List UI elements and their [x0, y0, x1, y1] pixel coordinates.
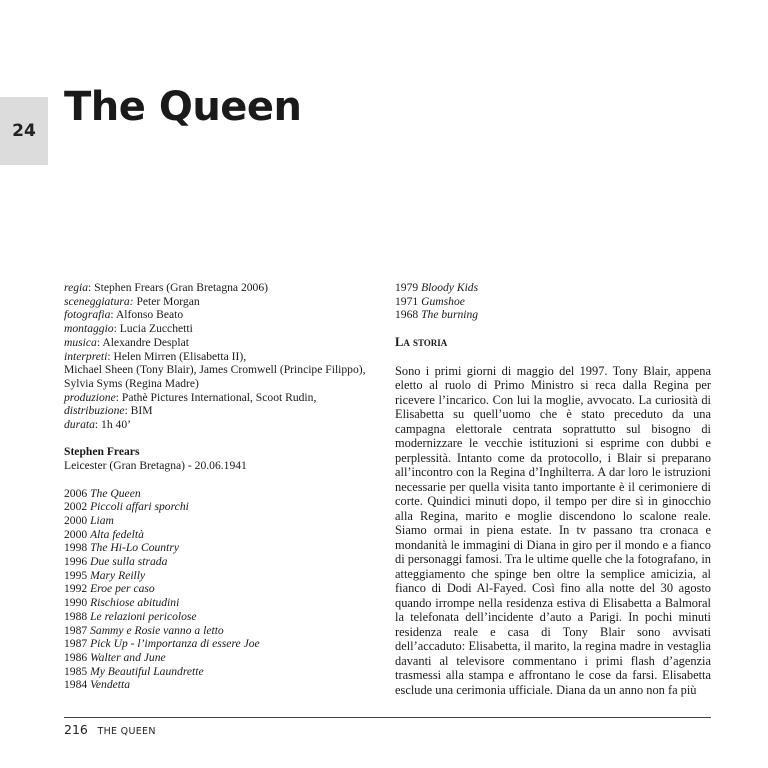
filmography-item [395, 308, 711, 322]
film-year: 1979 [395, 281, 419, 294]
credit-label: musica [64, 335, 97, 349]
credit-line [64, 336, 384, 350]
film-title: The Hi-Lo Country [90, 541, 179, 555]
filmography-item [64, 555, 384, 569]
credit-line [64, 308, 384, 322]
filmography-item [64, 596, 384, 610]
filmography-item [64, 500, 384, 514]
running-title: THE QUEEN [97, 726, 156, 737]
filmography-item [395, 295, 711, 309]
page-number: 216 [64, 722, 88, 737]
credit-value: : Pathè Pictures International, Scoot Rudin, [115, 390, 317, 404]
film-title: Alta fedeltà [90, 527, 144, 541]
story-paragraph: Sono i primi giorni di maggio del 1997. Tony Blair, appena eletto al ruolo di Primo Ministro si reca dalla Regina per ricevere l’incarico. Con lui la moglie, avvocato. La curiosità di Elisabetta su quell’uomo che è stato preceduto da una campagna elettorale centrata soprattutto sul bisogno di modernizzare le vecchie istituzioni si esprime con dubbi e perplessità. Intanto come da protocollo, i Blair si preparano all’incontro con la Regina d’Inghilterra. A dar loro le istruzioni necessarie per quella visita tanto importante è il cerimoniere di corte. Quindici minuti dopo, il tempo per dire sì in ginocchio alla Regina, marito e moglie discendono lo scalone reale. Siamo ormai in piena estate. In tv passano tra cronaca e mondanità le immagini di Diana in giro per il mondo e a fianco di personaggi famosi. Tra le ultime quelle che la fotografano, in atteggiamento che spinge ben oltre la semplice amicizia, al fianco di Dodi Al-Fayed. Così fino alla notte del 30 agosto quando irrompe nella residenza estiva di Elisabetta a Balmoral la telefonata dell’incidente d’auto a Parigi. In pochi minuti residenza reale e casa di Tony Blair sono avvisati dell’accaduto: Elisabetta, il marito, la regina madre in vestaglia davanti al televisore commentano i primi flash d’agenzia trasmessi alla stampa e affrontano le cose da farsi. Elisabetta esclude una cerimonia ufficiale. Diana da un anno non fa più [395, 363, 711, 697]
film-year: 1988 [64, 609, 88, 623]
filmography-list-continued [395, 281, 711, 322]
film-year: 1968 [395, 308, 419, 322]
film-year: 1990 [64, 596, 88, 610]
film-title: Sammy e Rosie vanno a letto [90, 623, 224, 637]
credit-line [64, 295, 384, 309]
filmography-item [64, 637, 384, 651]
filmography-item [64, 541, 384, 555]
credit-line [64, 322, 384, 336]
film-title: Walter and June [90, 650, 166, 664]
chapter-number-tab [0, 97, 48, 165]
credit-value: Peter Morgan [133, 294, 200, 308]
film-year: 2000 [64, 513, 88, 527]
film-title: The burning [421, 308, 479, 322]
film-year: 1985 [64, 664, 88, 678]
film-year: 1996 [64, 555, 88, 569]
page-title: The Queen [64, 84, 302, 130]
page-footer [64, 722, 156, 737]
film-title: Rischiose abitudini [90, 596, 180, 610]
credit-label: produzione [64, 390, 116, 404]
credit-value: : Lucia Zucchetti [113, 322, 193, 336]
credit-line [64, 377, 384, 391]
filmography-item [64, 582, 384, 596]
film-title: Gumshoe [421, 294, 465, 308]
credit-label: regia [64, 281, 89, 294]
film-year: 1998 [64, 541, 88, 555]
credit-label: montaggio [64, 322, 114, 336]
filmography-item [64, 487, 384, 501]
film-title: Pick Up - l’importanza di essere Joe [90, 637, 260, 651]
film-year: 1984 [64, 678, 88, 692]
section-heading: La storia [395, 335, 448, 350]
credit-value: : 1h 40’ [94, 418, 131, 432]
film-title: Bloody Kids [421, 281, 479, 294]
credit-label: fotografia [64, 308, 111, 322]
credit-line [64, 391, 384, 405]
film-title: Piccoli affari sporchi [90, 500, 189, 514]
filmography-item [395, 281, 711, 295]
film-title: Liam [90, 513, 114, 527]
director-name: Stephen Frears [64, 445, 140, 459]
filmography-item [64, 665, 384, 679]
film-year: 1987 [64, 637, 88, 651]
credit-label: interpreti [64, 349, 108, 363]
filmography-item [64, 514, 384, 528]
credit-value: : Alexandre Desplat [96, 335, 189, 349]
filmography-item [64, 610, 384, 624]
credit-value: Sylvia Syms (Regina Madre) [64, 376, 199, 390]
credit-line [64, 281, 384, 295]
film-title: Due sulla strada [90, 555, 168, 569]
credit-label: durata [64, 418, 95, 432]
filmography-item [64, 651, 384, 665]
film-title: Mary Reilly [90, 568, 146, 582]
credit-value: : BIM [124, 404, 153, 418]
film-year: 1992 [64, 582, 88, 596]
left-column [64, 281, 384, 692]
film-year: 2002 [64, 500, 88, 514]
credit-line [64, 350, 384, 364]
credits-block [64, 281, 384, 432]
credit-label: sceneggiatura: [64, 294, 134, 308]
film-title: My Beautiful Laundrette [90, 664, 204, 678]
credit-line [64, 418, 384, 432]
film-year: 2000 [64, 527, 88, 541]
filmography-item [64, 528, 384, 542]
filmography-list [64, 487, 384, 693]
chapter-number: 24 [12, 121, 36, 141]
film-title: Le relazioni pericolose [90, 609, 197, 623]
director-birth: Leicester (Gran Bretagna) - 20.06.1941 [64, 459, 247, 473]
film-year: 1995 [64, 568, 88, 582]
credit-line [64, 404, 384, 418]
right-column [395, 281, 711, 697]
filmography-item [64, 624, 384, 638]
credit-value: : Alfonso Beato [110, 308, 184, 322]
film-title: The Queen [90, 486, 141, 500]
credit-value: : Helen Mirren (Elisabetta II), [107, 349, 247, 363]
film-year: 2006 [64, 486, 88, 500]
film-year: 1986 [64, 650, 88, 664]
film-year: 1971 [395, 294, 419, 308]
filmography-item [64, 678, 384, 692]
footer-rule [64, 717, 711, 718]
credit-value: Michael Sheen (Tony Blair), James Cromwell (Principe Filippo), [64, 363, 366, 377]
credit-line [64, 363, 384, 377]
film-title: Vendetta [90, 678, 131, 692]
credit-label: distribuzione [64, 404, 125, 418]
filmography-item [64, 569, 384, 583]
film-year: 1987 [64, 623, 88, 637]
film-title: Eroe per caso [90, 582, 155, 596]
credit-value: : Stephen Frears (Gran Bretagna 2006) [88, 281, 269, 294]
